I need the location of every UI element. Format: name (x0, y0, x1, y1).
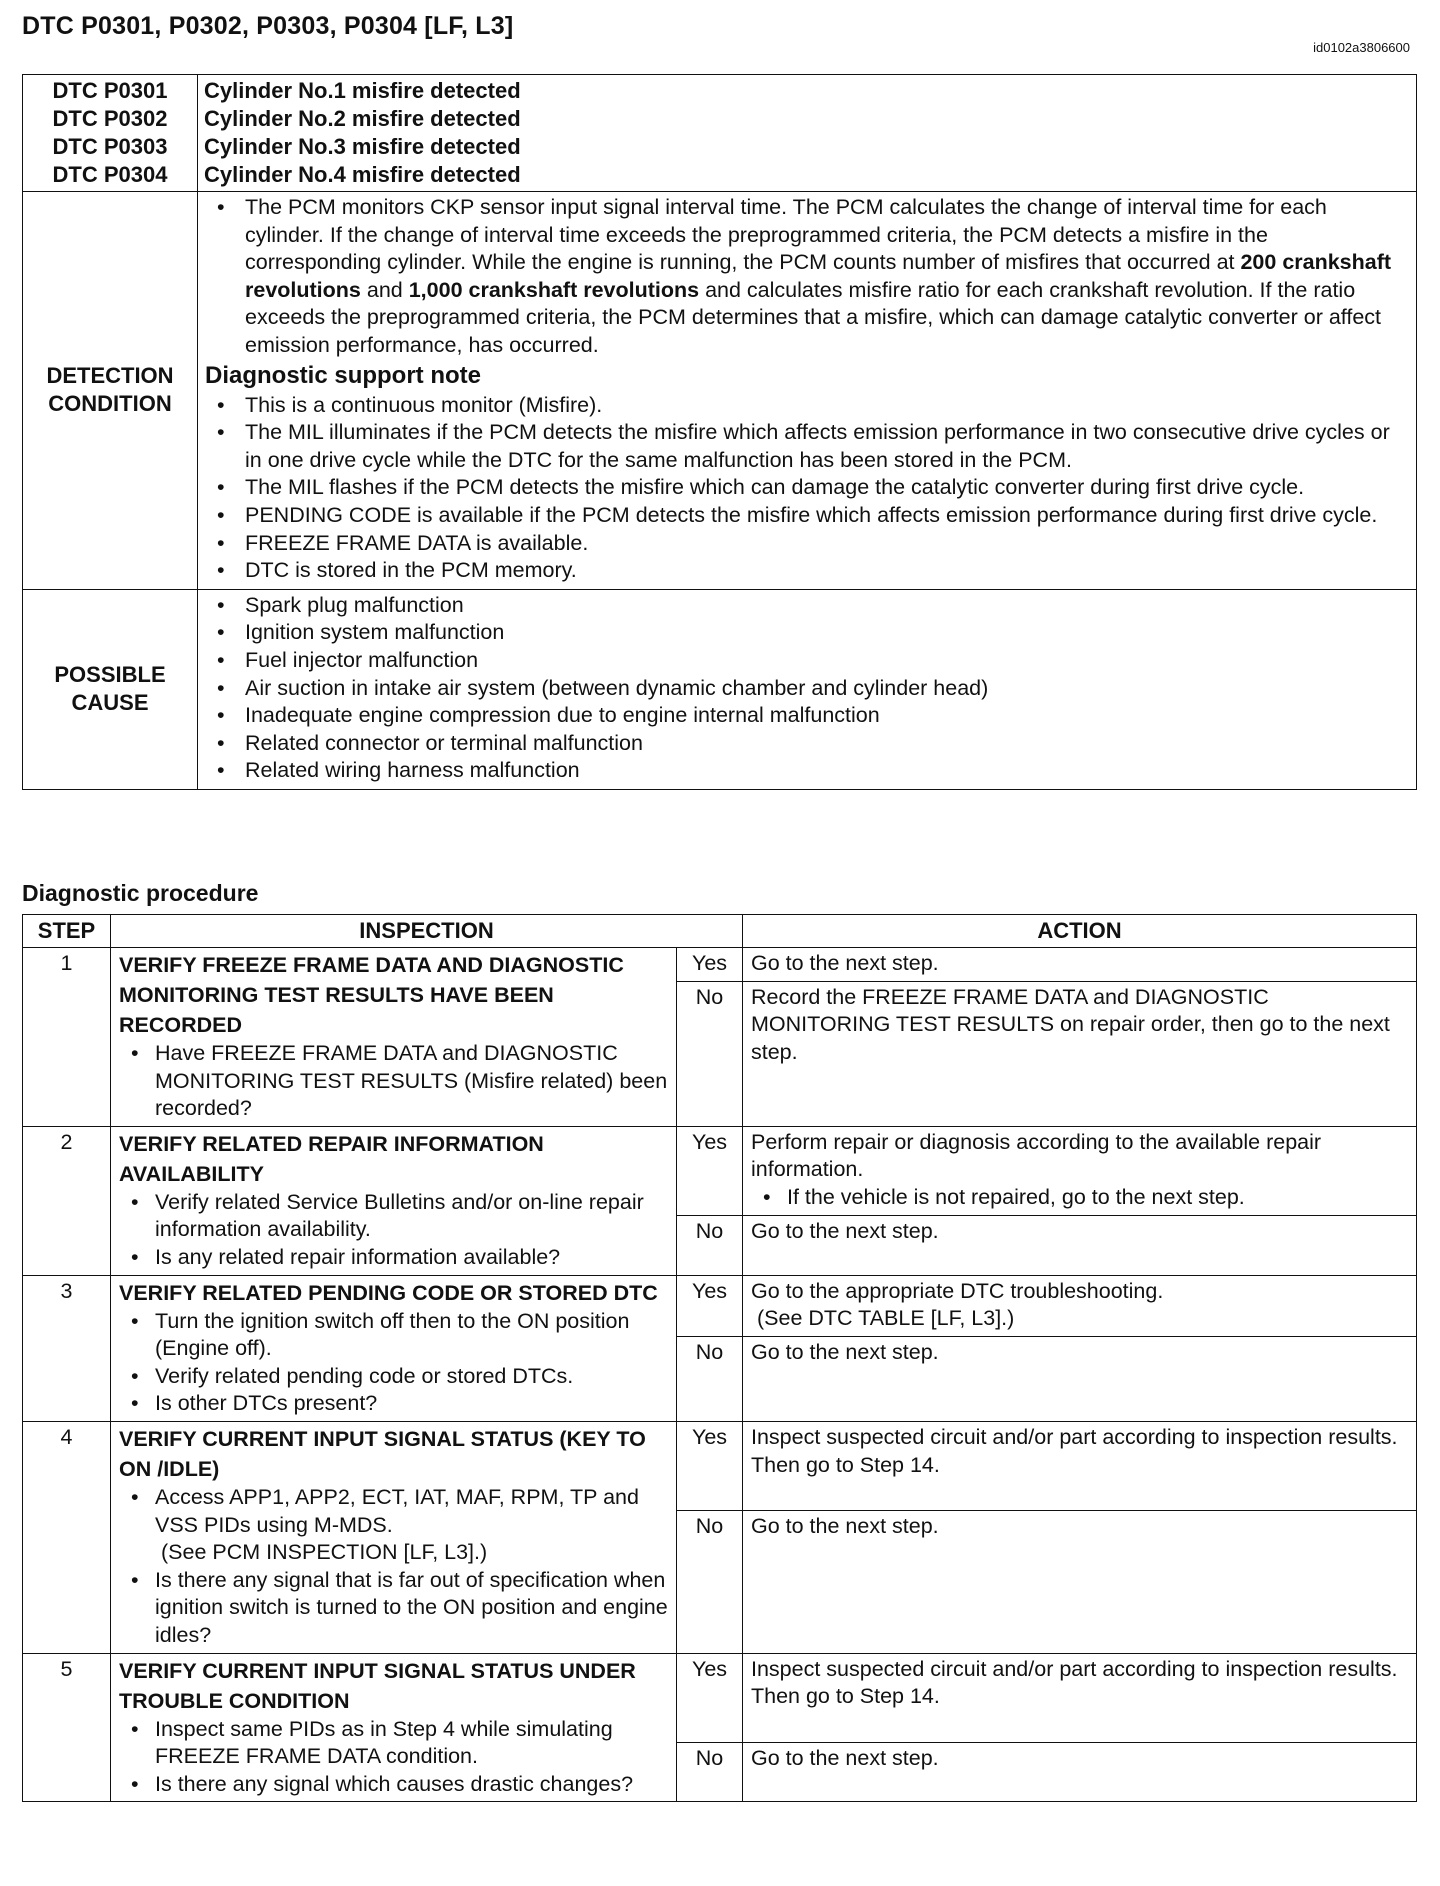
step-number: 2 (23, 1126, 111, 1275)
list-item (205, 194, 1408, 360)
step-header: STEP (23, 915, 111, 948)
dtc-description: Cylinder No.4 misfire detected (204, 162, 521, 187)
table-row (23, 948, 1417, 982)
list-item: • If the vehicle is not repaired, go to the next step. (751, 1184, 1410, 1212)
dtc-description: Cylinder No.2 misfire detected (204, 106, 521, 131)
possible-cause-content (198, 589, 1417, 789)
list-item (119, 1484, 670, 1567)
detection-condition-content (198, 192, 1417, 590)
possible-cause-label (23, 589, 198, 789)
yes-action: Go to the appropriate DTC troubleshooting. (751, 1278, 1164, 1303)
yes-action-cell (743, 1126, 1417, 1215)
list-item: • The MIL flashes if the PCM detects the misfire which can damage the catalytic converter during first drive cycle. (205, 474, 1408, 502)
list-item: • Is there any signal that is far out of specification when ignition switch is turned to the ON position and engine idles? (119, 1567, 670, 1650)
list-item: • Related wiring harness malfunction (205, 757, 1408, 785)
yes-label: Yes (677, 1421, 743, 1510)
inspection-heading: VERIFY CURRENT INPUT SIGNAL STATUS (KEY TO ON /IDLE) (119, 1426, 646, 1481)
list-item: • Ignition system malfunction (205, 619, 1408, 647)
dtc-code-cell (23, 75, 198, 192)
list-item: • Is there any signal which causes drastic changes? (119, 1771, 670, 1799)
yes-action: Inspect suspected circuit and/or part according to inspection results. Then go to Step 14. (743, 1421, 1417, 1510)
no-action: Go to the next step. (743, 1510, 1417, 1653)
yes-label: Yes (677, 1275, 743, 1336)
dtc-codes-row (23, 75, 1417, 192)
yes-action-cell (743, 1275, 1417, 1336)
list-item: • Related connector or terminal malfunction (205, 730, 1408, 758)
dtc-info-table (22, 74, 1417, 790)
inspection-cell (111, 948, 677, 1127)
dtc-code: DTC P0302 (52, 106, 168, 131)
yes-action: Go to the next step. (743, 948, 1417, 982)
support-note-list (205, 392, 1408, 585)
no-action: Go to the next step. (743, 1742, 1417, 1802)
yes-action: Perform repair or diagnosis according to the available repair information. (751, 1129, 1322, 1182)
list-item: • Have FREEZE FRAME DATA and DIAGNOSTIC MONITORING TEST RESULTS (Misfire related) been recorded? (119, 1040, 670, 1123)
list-item: • This is a continuous monitor (Misfire). (205, 392, 1408, 420)
paragraph-text: The PCM monitors CKP sensor input signal interval time. The PCM calculates the change of interval time for each cylinder. If the change of interval time exceeds the preprogrammed criteria, the PCM detects a misfire in the corresponding cylinder. While the engine is running, the PCM counts number of misfires that occurred at (245, 195, 1327, 275)
list-item: • Verify related Service Bulletins and/or on-line repair information availability. (119, 1189, 670, 1244)
bold-text: 200 crankshaft revolutions (245, 250, 1392, 302)
list-item: • Is any related repair information available? (119, 1244, 670, 1272)
table-row (23, 1126, 1417, 1215)
no-action: Go to the next step. (743, 1336, 1417, 1421)
list-item: • DTC is stored in the PCM memory. (205, 557, 1408, 585)
procedure-title: Diagnostic procedure (22, 880, 259, 906)
inspection-header: INSPECTION (111, 915, 743, 948)
list-item: • The MIL illuminates if the PCM detects the misfire which affects emission performance in two consecutive drive cycles or in one drive cycle while the DTC for the same malfunction has been stored in the PCM. (205, 419, 1408, 474)
list-item: • Inspect same PIDs as in Step 4 while simulating FREEZE FRAME DATA condition. (119, 1716, 670, 1771)
no-label: No (677, 1742, 743, 1802)
yes-action: Inspect suspected circuit and/or part according to inspection results. Then go to Step 14. (743, 1653, 1417, 1742)
no-action: Record the FREEZE FRAME DATA and DIAGNOSTIC MONITORING TEST RESULTS on repair order, then go to the next step. (743, 981, 1417, 1126)
yes-label: Yes (677, 948, 743, 982)
inspection-heading: VERIFY RELATED PENDING CODE OR STORED DTC (119, 1280, 658, 1305)
label-line: POSSIBLE (54, 662, 166, 688)
inspection-cell (111, 1126, 677, 1275)
dtc-code: DTC P0301 (52, 78, 168, 103)
no-label: No (677, 1510, 743, 1653)
inspection-heading: VERIFY CURRENT INPUT SIGNAL STATUS UNDER TROUBLE CONDITION (119, 1658, 636, 1713)
list-item: • Is other DTCs present? (119, 1390, 670, 1418)
bullet-text: Access APP1, APP2, ECT, IAT, MAF, RPM, TP and VSS PIDs using M-MDS. (155, 1484, 639, 1537)
step-number: 4 (23, 1421, 111, 1653)
reference-link[interactable]: (See DTC TABLE [LF, L3].) (757, 1306, 1015, 1331)
step-number: 1 (23, 948, 111, 1127)
bold-text: 1,000 crankshaft revolutions (408, 277, 700, 302)
dtc-code: DTC P0303 (52, 134, 168, 159)
inspection-cell (111, 1421, 677, 1653)
detection-condition-row (23, 192, 1417, 590)
dtc-description-cell (198, 75, 1417, 192)
inspection-heading: VERIFY RELATED REPAIR INFORMATION AVAILABILITY (119, 1131, 544, 1186)
step-number: 3 (23, 1275, 111, 1421)
procedure-header-row (23, 915, 1417, 948)
list-item: • Inadequate engine compression due to engine internal malfunction (205, 702, 1408, 730)
list-item: • Spark plug malfunction (205, 592, 1408, 620)
list-item: • Fuel injector malfunction (205, 647, 1408, 675)
action-header: ACTION (743, 915, 1417, 948)
paragraph-text: and calculates misfire ratio for each crankshaft revolution. If the ratio exceeds the preprogrammed criteria, the PCM determines that a misfire, which can damage catalytic converter or affect emission performance, has occurred. (245, 277, 1382, 357)
list-item: • Verify related pending code or stored DTCs. (119, 1363, 670, 1391)
paragraph-text: and (360, 277, 409, 302)
step-number: 5 (23, 1653, 111, 1802)
table-row (23, 1275, 1417, 1336)
no-label: No (677, 1336, 743, 1421)
inspection-cell (111, 1653, 677, 1802)
page-title: DTC P0301, P0302, P0303, P0304 [LF, L3] (22, 12, 514, 40)
possible-cause-row (23, 589, 1417, 789)
reference-link[interactable]: (See PCM INSPECTION [LF, L3].) (161, 1540, 488, 1565)
table-row (23, 1421, 1417, 1510)
yes-label: Yes (677, 1126, 743, 1215)
label-line: CAUSE (71, 690, 149, 716)
dtc-description: Cylinder No.1 misfire detected (204, 78, 521, 103)
list-item: • FREEZE FRAME DATA is available. (205, 530, 1408, 558)
dtc-description: Cylinder No.3 misfire detected (204, 134, 521, 159)
no-action: Go to the next step. (743, 1215, 1417, 1275)
label-line: CONDITION (48, 391, 172, 417)
label-line: DETECTION (46, 363, 174, 389)
no-label: No (677, 981, 743, 1126)
inspection-cell (111, 1275, 677, 1421)
table-row (23, 1653, 1417, 1742)
list-item: • Turn the ignition switch off then to the ON position (Engine off). (119, 1308, 670, 1363)
document-id: id0102a3806600 (1313, 40, 1410, 55)
yes-label: Yes (677, 1653, 743, 1742)
dtc-code: DTC P0304 (52, 162, 168, 187)
inspection-heading: VERIFY FREEZE FRAME DATA AND DIAGNOSTIC MONITORING TEST RESULTS HAVE BEEN RECORDED (119, 953, 624, 1037)
list-item: • PENDING CODE is available if the PCM detects the misfire which affects emission performance during first drive cycle. (205, 502, 1408, 530)
procedure-table (22, 914, 1417, 1802)
list-item: • Air suction in intake air system (between dynamic chamber and cylinder head) (205, 675, 1408, 703)
support-note-heading: Diagnostic support note (205, 361, 481, 389)
no-label: No (677, 1215, 743, 1275)
detection-condition-label (23, 192, 198, 590)
